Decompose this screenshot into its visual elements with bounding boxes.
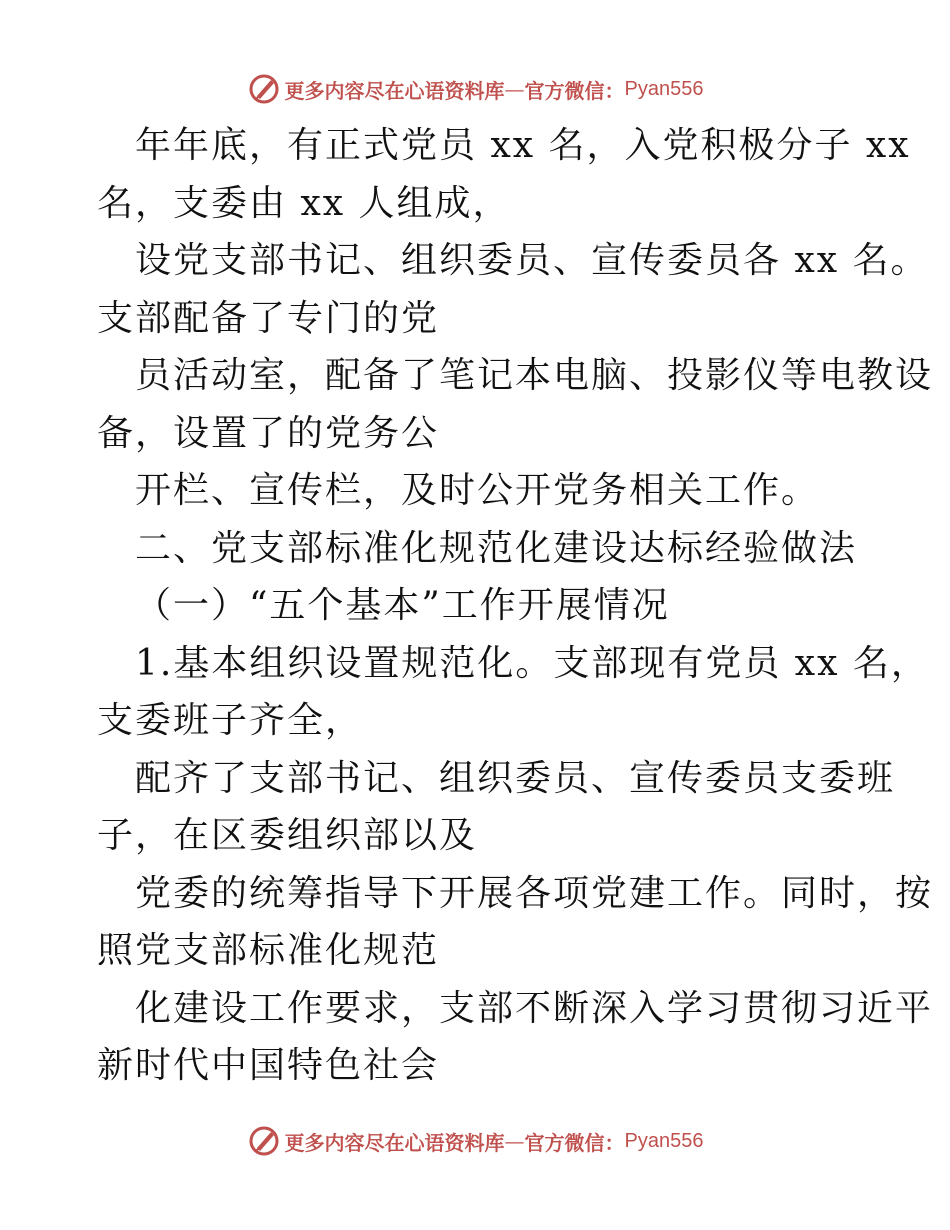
document-body bbox=[97, 117, 934, 1095]
text-line: 党委的统筹指导下开展各项党建工作。同时，按 bbox=[135, 872, 934, 914]
watermark-account: Pyan556 bbox=[624, 77, 704, 100]
text-line: 1.基本组织设置规范化。支部现有党员 xx 名， bbox=[135, 642, 929, 684]
watermark-official: 官方微信： bbox=[524, 1130, 625, 1155]
pen-seal-logo-icon bbox=[247, 72, 281, 106]
text-line: 员活动室，配备了笔记本电脑、投影仪等电教设 bbox=[135, 355, 934, 396]
watermark-account: Pyan556 bbox=[624, 1129, 704, 1152]
watermark-separator: — bbox=[504, 77, 525, 101]
footer-watermark bbox=[0, 1124, 950, 1158]
text-line: 设党支部书记、组织委员、宣传委员各 xx 名。 bbox=[135, 240, 929, 281]
subsection-heading: （一）“五个基本”工作开展情况 bbox=[135, 585, 670, 626]
watermark-text: 更多内容尽在心语资料库 bbox=[284, 78, 505, 103]
text-line: 支部配备了专门的党 bbox=[97, 297, 440, 339]
watermark-text: 更多内容尽在心语资料库 bbox=[284, 1130, 505, 1155]
text-line: 化建设工作要求，支部不断深入学习贯彻习近平 bbox=[135, 987, 934, 1029]
text-line: 子，在区委组织部以及 bbox=[97, 815, 478, 856]
watermark-official: 官方微信： bbox=[524, 78, 625, 103]
text-line: 配齐了支部书记、组织委员、宣传委员支委班 bbox=[135, 757, 896, 799]
text-line: 名，支委由 xx 人组成， bbox=[97, 182, 511, 224]
text-line: 支委班子齐全， bbox=[97, 700, 364, 741]
text-line: 备，设置了的党务公 bbox=[97, 412, 440, 454]
text-line: 照党支部标准化规范 bbox=[97, 930, 440, 971]
text-line: 年年底，有正式党员 xx 名，入党积极分子 xx bbox=[135, 125, 911, 166]
pen-seal-logo-icon bbox=[247, 1124, 281, 1158]
section-heading: 二、党支部标准化规范化建设达标经验做法 bbox=[135, 527, 858, 569]
text-line: 新时代中国特色社会 bbox=[97, 1045, 440, 1086]
header-watermark bbox=[0, 72, 950, 106]
text-line: 开栏、宣传栏，及时公开党务相关工作。 bbox=[135, 470, 820, 511]
watermark-separator: — bbox=[504, 1129, 525, 1153]
